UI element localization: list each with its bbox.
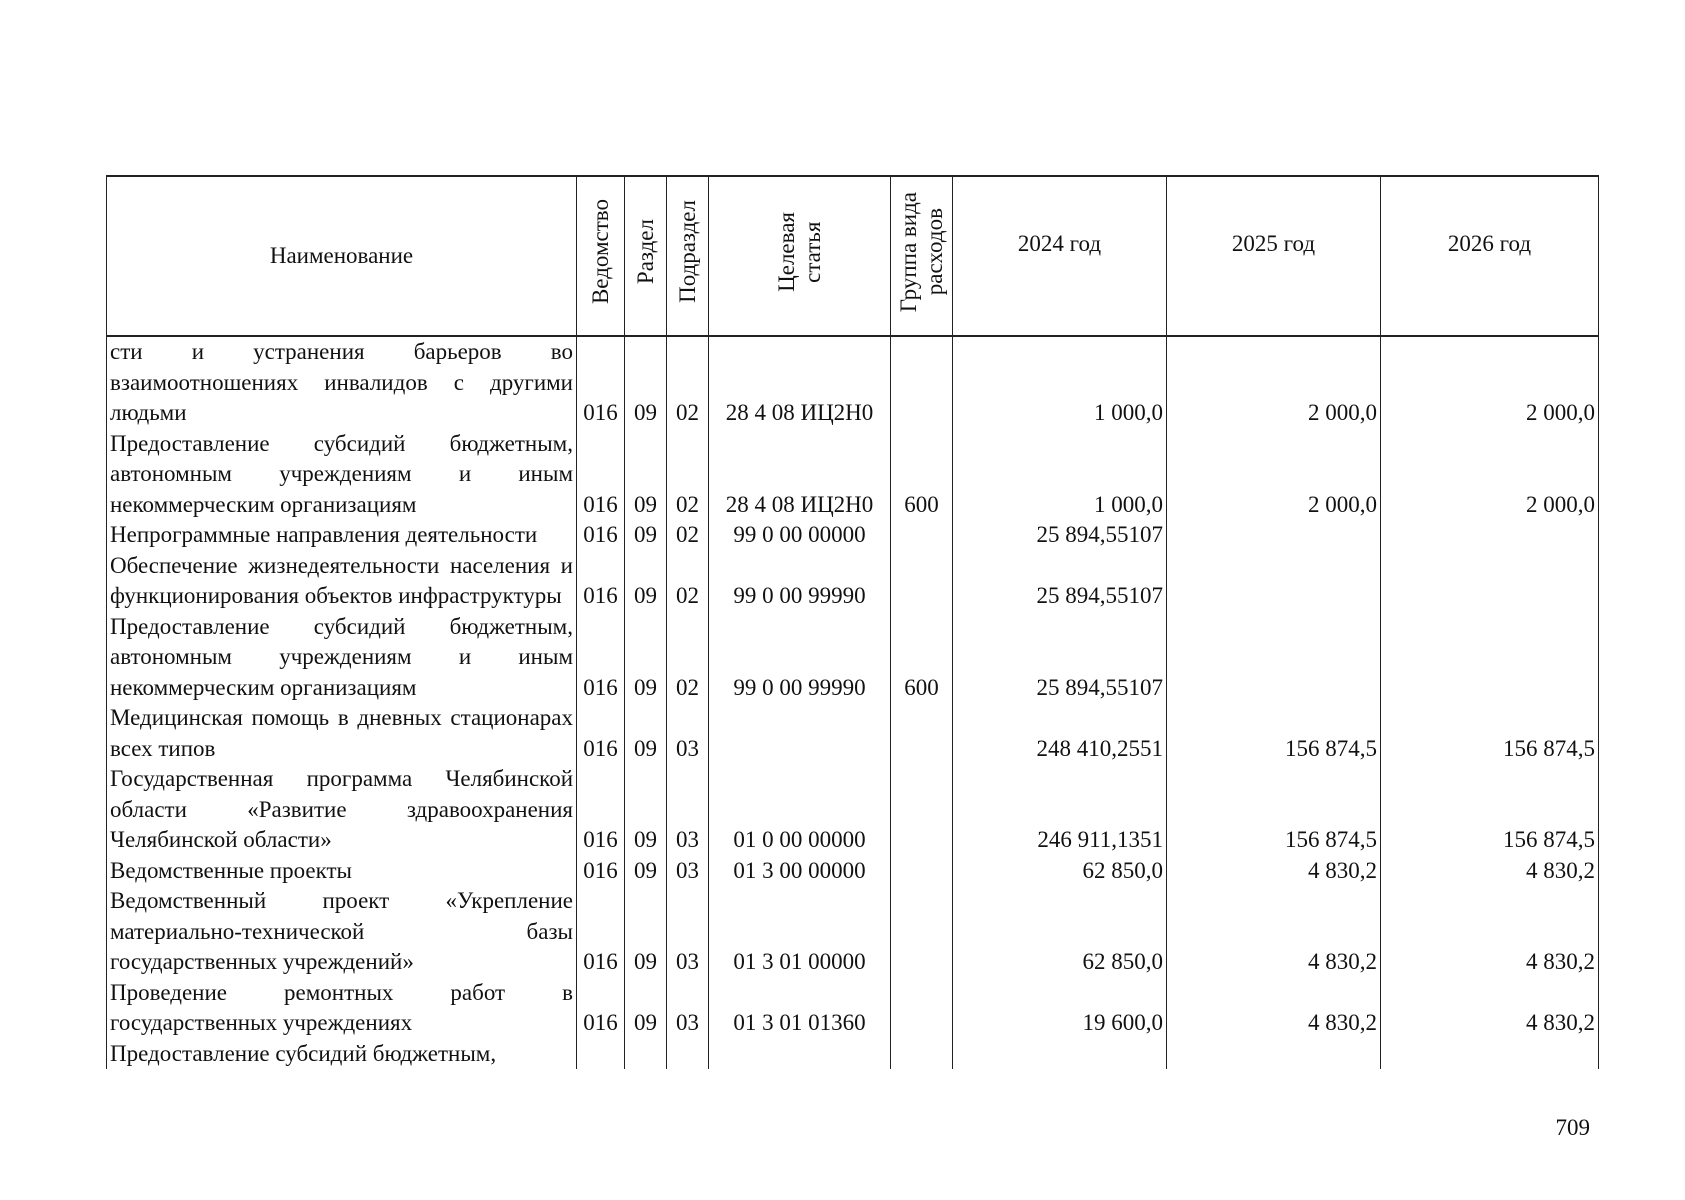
cell-y2024: 25 894,55107 xyxy=(953,520,1167,551)
header-2026: 2026 год xyxy=(1381,176,1599,336)
cell-subsection: 03 xyxy=(667,886,709,978)
cell-y2026: 156 874,5 xyxy=(1381,764,1599,856)
cell-name: Предоставление субсидий бюджетным, автономным учреждениям и иным некоммерческим организациям xyxy=(107,612,577,704)
cell-name: Предоставление субсидий бюджетным, автономным учреждениям и иным некоммерческим организациям xyxy=(107,429,577,521)
cell-section: 09 xyxy=(625,520,667,551)
cell-exp xyxy=(891,764,953,856)
cell-y2025 xyxy=(1167,612,1381,704)
cell-subsection xyxy=(667,1039,709,1070)
cell-dept: 016 xyxy=(577,856,625,887)
cell-exp xyxy=(891,886,953,978)
cell-dept: 016 xyxy=(577,429,625,521)
cell-target xyxy=(709,703,891,764)
cell-section: 09 xyxy=(625,764,667,856)
cell-dept: 016 xyxy=(577,551,625,612)
cell-y2025 xyxy=(1167,520,1381,551)
cell-target: 28 4 08 ИЦ2Н0 xyxy=(709,429,891,521)
cell-y2024: 246 911,1351 xyxy=(953,764,1167,856)
table-row xyxy=(107,612,1599,704)
table-row xyxy=(107,429,1599,521)
cell-dept: 016 xyxy=(577,336,625,429)
cell-y2025: 2 000,0 xyxy=(1167,429,1381,521)
cell-y2026: 4 830,2 xyxy=(1381,856,1599,887)
cell-subsection: 02 xyxy=(667,429,709,521)
cell-subsection: 03 xyxy=(667,856,709,887)
cell-dept: 016 xyxy=(577,978,625,1039)
cell-exp xyxy=(891,856,953,887)
cell-y2024: 25 894,55107 xyxy=(953,551,1167,612)
cell-target: 01 3 01 00000 xyxy=(709,886,891,978)
cell-y2024: 25 894,55107 xyxy=(953,612,1167,704)
cell-section: 09 xyxy=(625,703,667,764)
cell-subsection: 03 xyxy=(667,764,709,856)
cell-target: 01 0 00 00000 xyxy=(709,764,891,856)
table-header-row xyxy=(107,176,1599,336)
cell-y2024: 1 000,0 xyxy=(953,336,1167,429)
cell-y2026 xyxy=(1381,551,1599,612)
cell-section: 09 xyxy=(625,978,667,1039)
cell-subsection: 03 xyxy=(667,703,709,764)
header-subsection: Подраздел xyxy=(667,176,709,336)
cell-y2026 xyxy=(1381,612,1599,704)
cell-exp xyxy=(891,520,953,551)
cell-exp xyxy=(891,336,953,429)
table-row xyxy=(107,886,1599,978)
cell-y2024: 248 410,2551 xyxy=(953,703,1167,764)
table-row xyxy=(107,520,1599,551)
cell-subsection: 02 xyxy=(667,520,709,551)
cell-subsection: 02 xyxy=(667,612,709,704)
header-name: Наименование xyxy=(107,176,577,336)
cell-dept: 016 xyxy=(577,764,625,856)
cell-exp xyxy=(891,703,953,764)
cell-y2026: 4 830,2 xyxy=(1381,886,1599,978)
cell-y2024: 62 850,0 xyxy=(953,856,1167,887)
table-row xyxy=(107,978,1599,1039)
cell-name: сти и устранения барьеров во взаимоотношениях инвалидов с другими людьми xyxy=(107,336,577,429)
cell-name: Ведомственный проект «Укрепление материально-технической базы государственных учреждений» xyxy=(107,886,577,978)
cell-y2025: 156 874,5 xyxy=(1167,764,1381,856)
table-row xyxy=(107,856,1599,887)
budget-table xyxy=(106,175,1599,1069)
cell-y2025: 4 830,2 xyxy=(1167,856,1381,887)
cell-dept: 016 xyxy=(577,520,625,551)
table-row xyxy=(107,1039,1599,1070)
cell-name: Государственная программа Челябинской области «Развитие здравоохранения Челябинской области» xyxy=(107,764,577,856)
cell-y2024 xyxy=(953,1039,1167,1070)
cell-y2026 xyxy=(1381,520,1599,551)
cell-section: 09 xyxy=(625,429,667,521)
cell-section xyxy=(625,1039,667,1070)
cell-section: 09 xyxy=(625,886,667,978)
cell-y2025 xyxy=(1167,1039,1381,1070)
cell-name: Ведомственные проекты xyxy=(107,856,577,887)
cell-target xyxy=(709,1039,891,1070)
cell-exp xyxy=(891,551,953,612)
cell-y2024: 19 600,0 xyxy=(953,978,1167,1039)
table-row xyxy=(107,336,1599,429)
cell-target: 99 0 00 00000 xyxy=(709,520,891,551)
cell-y2025 xyxy=(1167,551,1381,612)
header-2025: 2025 год xyxy=(1167,176,1381,336)
cell-y2026: 156 874,5 xyxy=(1381,703,1599,764)
cell-section: 09 xyxy=(625,856,667,887)
cell-section: 09 xyxy=(625,336,667,429)
cell-y2025: 4 830,2 xyxy=(1167,886,1381,978)
cell-exp: 600 xyxy=(891,429,953,521)
cell-y2025: 156 874,5 xyxy=(1167,703,1381,764)
cell-exp xyxy=(891,978,953,1039)
cell-target: 01 3 00 00000 xyxy=(709,856,891,887)
cell-dept: 016 xyxy=(577,703,625,764)
cell-target: 01 3 01 01360 xyxy=(709,978,891,1039)
table-row xyxy=(107,703,1599,764)
cell-y2025: 4 830,2 xyxy=(1167,978,1381,1039)
cell-y2024: 62 850,0 xyxy=(953,886,1167,978)
cell-exp: 600 xyxy=(891,612,953,704)
table-row xyxy=(107,551,1599,612)
cell-dept xyxy=(577,1039,625,1070)
cell-target: 28 4 08 ИЦ2Н0 xyxy=(709,336,891,429)
cell-y2026 xyxy=(1381,1039,1599,1070)
cell-dept: 016 xyxy=(577,886,625,978)
cell-name: Непрограммные направления деятельности xyxy=(107,520,577,551)
cell-subsection: 02 xyxy=(667,551,709,612)
cell-y2025: 2 000,0 xyxy=(1167,336,1381,429)
cell-name: Обеспечение жизнедеятельности населения и функционирования объектов инфраструктуры xyxy=(107,551,577,612)
cell-y2026: 4 830,2 xyxy=(1381,978,1599,1039)
table-row xyxy=(107,764,1599,856)
cell-dept: 016 xyxy=(577,612,625,704)
cell-y2024: 1 000,0 xyxy=(953,429,1167,521)
cell-exp xyxy=(891,1039,953,1070)
header-2024: 2024 год xyxy=(953,176,1167,336)
cell-name: Предоставление субсидий бюджетным, xyxy=(107,1039,577,1070)
cell-subsection: 03 xyxy=(667,978,709,1039)
header-exp-group: Группа вида расходов xyxy=(891,176,953,336)
table-body xyxy=(107,336,1599,1069)
cell-section: 09 xyxy=(625,551,667,612)
header-section: Раздел xyxy=(625,176,667,336)
cell-section: 09 xyxy=(625,612,667,704)
cell-target: 99 0 00 99990 xyxy=(709,551,891,612)
cell-y2026: 2 000,0 xyxy=(1381,429,1599,521)
cell-name: Проведение ремонтных работ в государственных учреждениях xyxy=(107,978,577,1039)
cell-name: Медицинская помощь в дневных стационарах всех типов xyxy=(107,703,577,764)
header-target: Целевая статья xyxy=(709,176,891,336)
cell-target: 99 0 00 99990 xyxy=(709,612,891,704)
cell-y2026: 2 000,0 xyxy=(1381,336,1599,429)
header-dept: Ведомство xyxy=(577,176,625,336)
cell-subsection: 02 xyxy=(667,336,709,429)
page-number: 709 xyxy=(1555,1115,1590,1140)
